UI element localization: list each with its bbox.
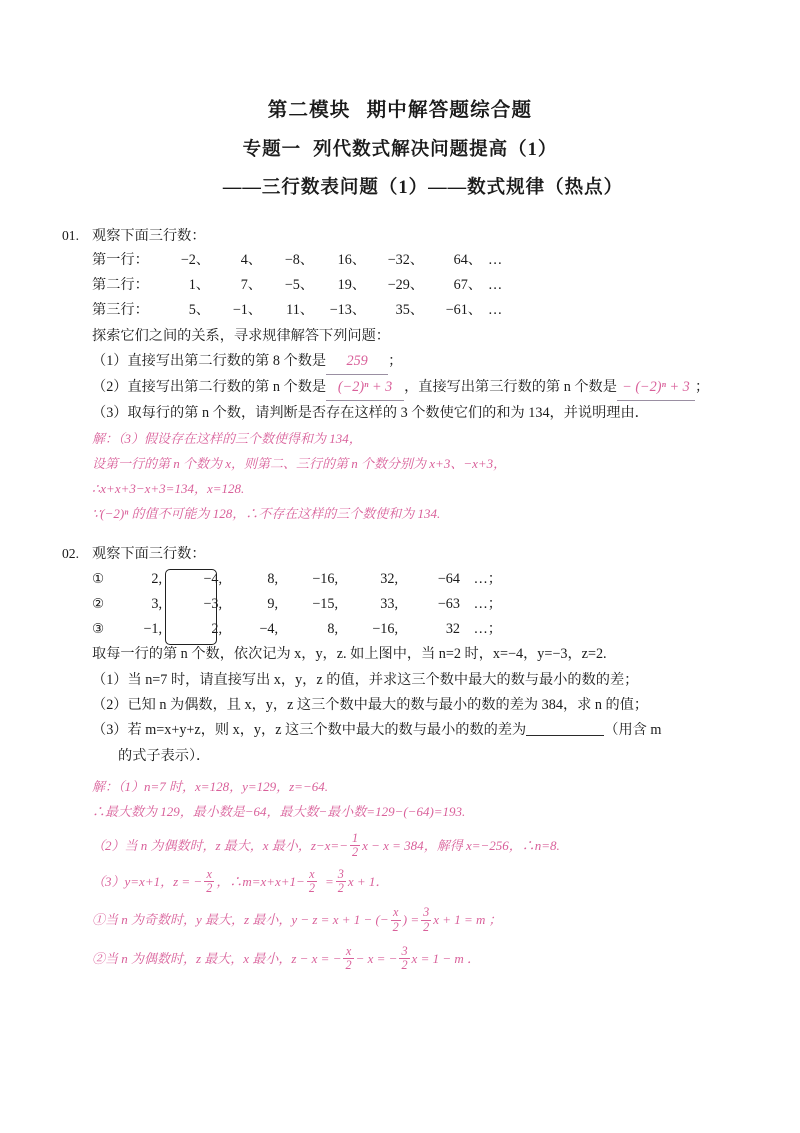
title-block [0,0,800,203]
row-value: −13、 [329,302,366,319]
row-value: −8、 [284,251,314,268]
problem-02-q3 [62,718,738,743]
fraction-3-over-2 [399,945,409,972]
title-module: 第二模块 [267,100,351,121]
problem-01-q2 [62,375,738,401]
fraction-3-over-2 [336,868,346,895]
fraction-numerator: x [309,867,315,882]
solution-line: 解：（3）假设存在这样的三个数使得和为 134， [92,430,362,446]
row-value: 4、 [240,251,262,268]
problem-01-prompt: 观察下面三行数： [92,227,206,244]
problem-02 [62,543,738,973]
fraction-denominator: 2 [351,844,359,859]
fraction-denominator: 2 [423,919,430,934]
cell: −16, [312,570,338,587]
row-value: −61、 [445,302,482,319]
row-value: −29、 [387,277,424,294]
q2-mid: ，直接写出第三行数的第 n 个数是 [404,379,617,396]
q1-prefix: （1）直接写出第二行数的第 8 个数是 [92,352,327,369]
problem-01-header [62,225,738,248]
document-title [0,96,800,125]
cell: 3, [151,595,162,612]
line4-mid: ，∴m=x+x+1− [216,873,305,889]
document-subtitle [0,137,800,165]
row-ellipsis: … [488,277,503,294]
fraction-numerator: 3 [337,867,344,882]
row-value: 5、 [188,302,210,319]
row-label: 第一行： [92,251,149,268]
q3-suffix: （用含 m [604,722,662,739]
fraction-numerator: x [345,943,352,958]
problem-01-row-1 [62,248,738,273]
fraction-denominator: 2 [345,958,352,972]
cell: −16, [372,621,398,638]
solution-line-2: ∴最大数为 129，最小数是−64，最大数−最小数=129−(−64)=193. [92,803,466,819]
line4-pre: （3）y=x+1，z = − [92,873,203,889]
cell: −63 [437,595,460,612]
line3-mid: x − x = 384 [362,837,424,853]
row-ellipsis: …； [473,595,502,612]
q2-answer-blank-row3[interactable]: − (−2)ⁿ + 3 [617,375,695,401]
row-value: −1、 [232,302,262,319]
cell-highlighted: 2, [211,621,222,638]
problem-01-instruction: 探索它们之间的关系，寻求规律解答下列问题： [92,327,390,344]
line3-pre: （2）当 n 为偶数时，z 最大，x 最小，z−x=− [92,837,348,853]
fraction-denominator: 2 [401,958,408,972]
fraction-numerator: 3 [401,943,408,958]
row-value: 19、 [337,277,366,294]
solution-line-3 [92,832,738,859]
solution-line: ∵(−2)ⁿ 的值不可能为 128，∴不存在这样的三个数使和为 134. [92,505,441,521]
solution-line-4 [92,868,738,895]
solution-line-6 [92,945,738,972]
fraction-denominator: 2 [206,881,213,896]
q1-answer-blank[interactable]: 259 [326,349,388,375]
fraction-numerator: 1 [351,830,359,845]
row-ellipsis: … [488,302,503,319]
problem-01-solution [62,427,738,527]
fraction-denominator: 2 [392,919,399,934]
fraction-denominator: 2 [308,881,315,896]
document-subtitle-2: ——三行数表问题（1）——数式规律（热点） [222,178,624,198]
problem-01-q3: （3）取每行的第 n 个数，请判断是否存在这样的 3 个数使它们的和为 134，并说明理由． [92,405,649,422]
subtitle-topic-desc: 列代数式解决问题提高（1） [313,140,558,161]
problem-02-header [62,543,738,566]
problem-01-row-3 [62,298,738,323]
row-marker: ① [92,570,105,586]
row-value: 11、 [286,302,314,319]
q3-answer-blank[interactable] [526,721,604,736]
row-value: −2、 [180,251,210,268]
problem-02-number: 02. [62,545,79,561]
row-value: 67、 [453,277,482,294]
cell-highlighted: −4, [203,570,222,587]
solution-line-5 [92,906,738,933]
problem-02-q2: （2）已知 n 为偶数，且 x，y，z 这三个数中最大的数与最小的数的差为 384，求 n 的值； [92,696,649,713]
problem-02-instruction: 取每一行的第 n 个数，依次记为 x，y，z. 如上图中，当 n=2 时，x=−4，y=−3，z=2. [92,646,607,663]
line6-mid: − x = − [355,950,398,966]
row-ellipsis: …； [473,621,502,638]
solution-line: ∴x+x+3−x+3=134，x=128. [92,480,245,496]
q2-suffix: ； [694,379,710,396]
row-marker: ③ [92,621,105,637]
subtitle-topic: 专题一 [242,140,302,161]
problem-02-solution [62,775,738,972]
row-value: −5、 [284,277,314,294]
row-value: −32、 [387,251,424,268]
line6-pre: ②当 n 为偶数时，z 最大，x 最小，z − x = − [92,950,342,966]
problem-01 [62,225,738,527]
line3-post: ，解得 x=−256，∴n=8. [423,837,560,853]
fraction-x-over-2 [391,906,401,933]
cell: 9, [267,595,278,612]
problem-01-number: 01. [62,227,79,243]
problem-01-row-2 [62,273,738,298]
fraction-numerator: x [206,867,212,882]
q1-suffix: ； [388,352,403,369]
fraction-3-over-2 [421,906,431,933]
row-value: 7、 [240,277,262,294]
problem-02-number-table [92,567,502,643]
row-value: 35、 [395,302,424,319]
q3-prefix: （3）若 m=x+y+z，则 x，y，z 这三个数中最大的数与最小的数的差为 [92,722,527,739]
cell: 8, [327,621,338,638]
fraction-denominator: 2 [337,881,344,896]
problem-02-q3-cont: 的式子表示）． [118,747,211,764]
solution-line-1: 解：（1）n=7 时，x=128，y=129，z=−64. [92,778,328,794]
fraction-numerator: x [392,905,399,920]
cell: 2, [151,570,162,587]
table-row [92,617,502,642]
cell: −4, [259,621,278,638]
title-module-desc: 期中解答题综合题 [366,100,533,121]
q2-prefix: （2）直接写出第二行数的第 n 个数是 [92,379,327,396]
line4-eq: = [324,873,334,889]
row-value: 64、 [453,251,482,268]
cell: −15, [312,595,338,612]
problem-02-q1: （1）当 n=7 时，请直接写出 x，y，z 的值，并求这三个数中最大的数与最小的数的差； [92,671,639,688]
problem-02-number-table-wrap [62,567,738,643]
cell: 8, [267,570,278,587]
row-ellipsis: … [488,251,503,268]
fraction-x-over-2 [343,945,353,972]
fraction-half [350,832,360,859]
row-label: 第二行： [92,277,149,294]
table-row [92,592,502,617]
table-row [92,567,502,592]
fraction-x-over-2 [204,868,214,895]
cell: −1, [143,621,162,638]
fraction-numerator: 3 [423,905,430,920]
line4-post: x + 1． [347,873,389,889]
cell: 32 [445,621,460,638]
problem-02-prompt: 观察下面三行数： [92,545,206,562]
line5-mid: ) = [402,912,420,928]
line5-pre: ①当 n 为奇数时，y 最大，z 最小，y − z = x + 1 − (− [92,912,389,928]
cell: 33, [380,595,398,612]
line6-post: x = 1 − m ． [411,950,481,966]
cell: −64 [437,570,460,587]
problem-01-q1 [62,349,738,375]
q2-answer-blank-row2[interactable]: (−2)ⁿ + 3 [326,375,404,401]
fraction-x-over-2 [307,868,317,895]
row-marker: ② [92,595,105,611]
row-value: 1、 [188,277,210,294]
document-content [0,203,800,972]
row-ellipsis: …； [473,570,502,587]
row-value: 16、 [337,251,366,268]
cell: 32, [380,570,398,587]
row-label: 第三行： [92,302,149,319]
line5-post: x + 1 = m ； [433,912,502,928]
cell-highlighted: −3, [203,595,222,612]
solution-line: 设第一行的第 n 个数为 x，则第二、三行的第 n 个数分别为 x+3、−x+3， [92,455,507,471]
